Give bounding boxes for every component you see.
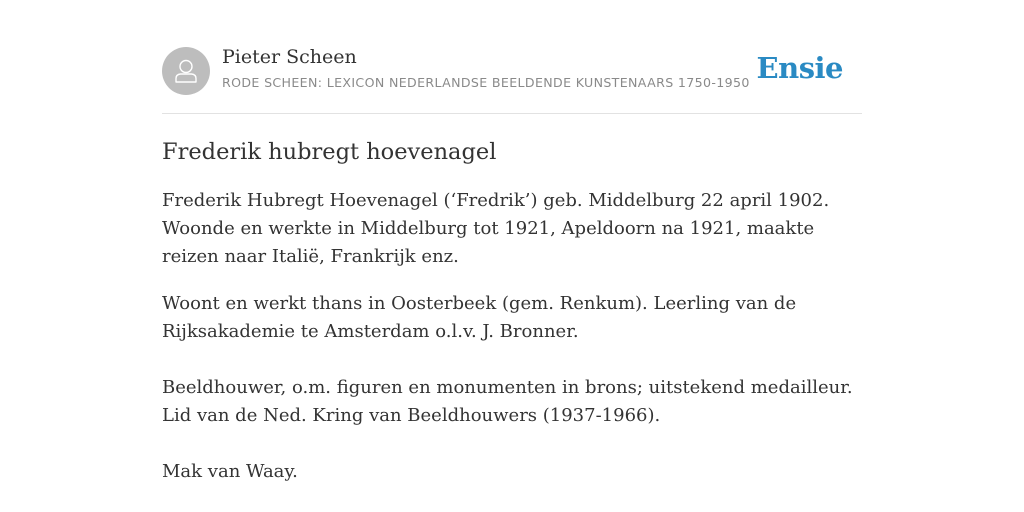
paragraph-3: Beeldhouwer, o.m. figuren en monumenten in brons; uitstekend medailleur. Lid van de Ned. Kring van Beeldhouwers (1937-1966).	[162, 377, 853, 426]
article-body	[162, 187, 862, 486]
author-name[interactable]: Pieter Scheen	[222, 46, 357, 68]
article-header	[162, 46, 862, 114]
article-title: Frederik hubregt hoevenagel	[162, 139, 497, 165]
paragraph-4: Mak van Waay.	[162, 461, 298, 482]
avatar[interactable]	[162, 47, 210, 95]
ensie-logo[interactable]: Ensie	[756, 51, 843, 85]
article-card	[162, 46, 862, 505]
paragraph-2: Woont en werkt thans in Oosterbeek (gem. Renkum). Leerling van de Rijksakademie te Amsterdam o.l.v. J. Bronner.	[162, 293, 797, 342]
source-title[interactable]: RODE SCHEEN: LEXICON NEDERLANDSE BEELDENDE KUNSTENAARS 1750-1950	[222, 75, 750, 90]
paragraph-1: Frederik Hubregt Hoevenagel (‘Fredrik’) geb. Middelburg 22 april 1902. Woonde en werkte in Middelburg tot 1921, Apeldoorn na 1921, maakte reizen naar Italië, Frankrijk enz.	[162, 190, 830, 267]
user-icon	[162, 47, 210, 95]
